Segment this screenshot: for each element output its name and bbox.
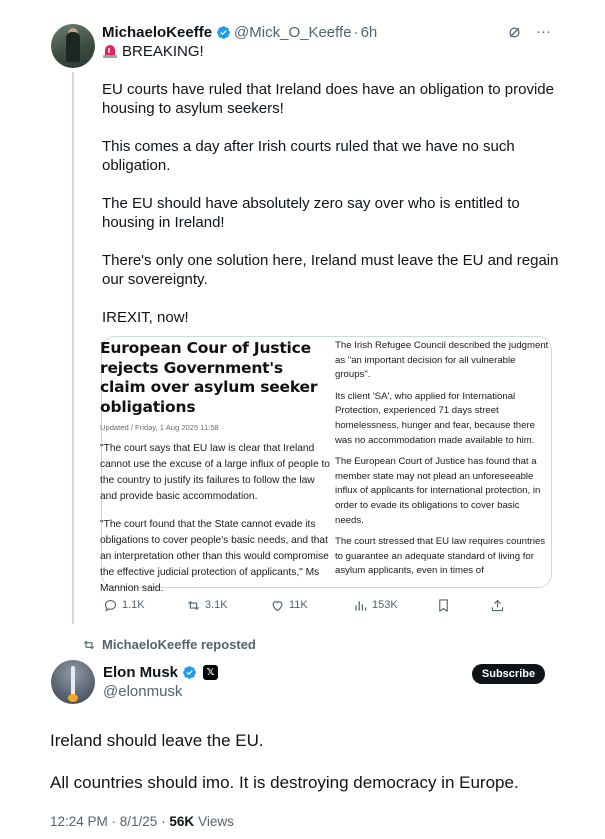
author-display-name[interactable]: MichaeloKeeffe bbox=[102, 23, 213, 41]
repost-icon bbox=[82, 638, 96, 652]
verified-badge-icon bbox=[182, 665, 197, 680]
tweet-timestamp[interactable]: 12:24 PM · 8/1/25 · bbox=[50, 814, 170, 829]
tweet-line: Ireland should leave the EU. bbox=[50, 731, 264, 750]
repost-icon bbox=[186, 598, 201, 613]
siren-emoji-icon bbox=[102, 42, 118, 58]
author-display-name[interactable]: Elon Musk bbox=[103, 664, 179, 681]
reply-count: 1.1K bbox=[122, 599, 145, 611]
tweet-time[interactable]: 6h bbox=[360, 23, 378, 41]
main-tweet-body bbox=[50, 730, 560, 793]
article-paragraph: The European Court of Justice has found that a member state may not plead an unforeseeable influx of applicants for international protection, in order to evade its obligations to cover basic needs. bbox=[335, 456, 541, 526]
article-paragraph: The court stressed that EU law requires countries to guarantee an adequate standard of living for asylum applicants, even in times of bbox=[335, 536, 546, 577]
share-icon bbox=[490, 598, 505, 613]
attached-article-image[interactable] bbox=[100, 336, 552, 594]
reply-button[interactable] bbox=[103, 598, 145, 613]
tweet-metadata bbox=[50, 814, 234, 829]
article-headline: European Cour of Justice rejects Government's claim over asylum seeker obligations bbox=[100, 339, 318, 416]
like-count: 11K bbox=[289, 599, 308, 611]
author-handle[interactable]: @elonmusk bbox=[103, 683, 183, 700]
bookmark-icon bbox=[436, 598, 451, 613]
subscribe-button[interactable]: Subscribe bbox=[472, 664, 545, 684]
avatar-michaelokeeffe[interactable] bbox=[51, 24, 95, 68]
x-affiliate-badge-icon: 𝕏 bbox=[203, 665, 218, 680]
article-paragraph: "The court found that the State cannot evade its obligations to cover people's basic needs, and that an interpretation other than this would compromise the effective judicial protection of applicants," Ms Mannion said. bbox=[100, 519, 329, 594]
article-paragraph: Its client 'SA', who applied for International Protection, experienced 71 days street homelessness, hunger and fear, because there was no accommodation made available to him. bbox=[335, 390, 536, 446]
article-left-column bbox=[100, 339, 330, 609]
author-handle[interactable]: @Mick_O_Keeffe bbox=[234, 23, 352, 41]
main-tweet-header bbox=[103, 664, 218, 681]
more-options-icon[interactable]: ··· bbox=[536, 23, 551, 40]
repost-button[interactable] bbox=[186, 598, 228, 613]
share-button[interactable] bbox=[490, 598, 505, 613]
repost-indicator[interactable] bbox=[82, 637, 256, 652]
grok-icon[interactable] bbox=[507, 25, 522, 40]
tweet-line: The EU should have absolutely zero say over who is entitled to housing in Ireland! bbox=[102, 195, 520, 231]
article-paragraph: "The court says that EU law is clear that Ireland cannot use the excuse of a large influx of people to the country to justify its failures to follow the law and provide basic accommodation. bbox=[100, 443, 330, 502]
tweet-header bbox=[102, 22, 377, 42]
tweet-line: All countries should imo. It is destroying democracy in Europe. bbox=[50, 773, 519, 792]
separator-dot: · bbox=[353, 23, 359, 41]
repost-label: MichaeloKeeffe reposted bbox=[102, 637, 256, 652]
views-button[interactable] bbox=[353, 598, 398, 613]
views-count: 56K bbox=[169, 814, 195, 829]
tweet-line: This comes a day after Irish courts ruled that we have no such obligation. bbox=[102, 138, 515, 174]
views-label: Views bbox=[198, 814, 234, 829]
avatar-elonmusk[interactable] bbox=[51, 660, 95, 704]
tweet-line: IREXIT, now! bbox=[102, 309, 189, 326]
reply-icon bbox=[103, 598, 118, 613]
view-count: 153K bbox=[372, 599, 398, 611]
analytics-icon bbox=[353, 598, 368, 613]
tweet-top-icons bbox=[507, 22, 551, 42]
tweet-line: BREAKING! bbox=[122, 43, 204, 60]
article-right-column bbox=[335, 339, 549, 586]
article-paragraph: The Irish Refugee Council described the judgment as "an important decision for all vulnerable groups". bbox=[335, 340, 549, 381]
thread-connector-line bbox=[72, 72, 74, 624]
bookmark-button[interactable] bbox=[436, 598, 451, 613]
tweet-body bbox=[102, 42, 562, 327]
tweet-line: There's only one solution here, Ireland must leave the EU and regain our sovereignty. bbox=[102, 252, 559, 288]
repost-count: 3.1K bbox=[205, 599, 228, 611]
verified-badge-icon bbox=[216, 25, 231, 40]
article-date: Updated / Friday, 1 Aug 2025 11:58 bbox=[100, 423, 219, 432]
tweet-action-bar bbox=[103, 596, 513, 614]
heart-icon bbox=[270, 598, 285, 613]
tweet-line: EU courts have ruled that Ireland does have an obligation to provide housing to asylum seekers! bbox=[102, 81, 554, 117]
like-button[interactable] bbox=[270, 598, 308, 613]
